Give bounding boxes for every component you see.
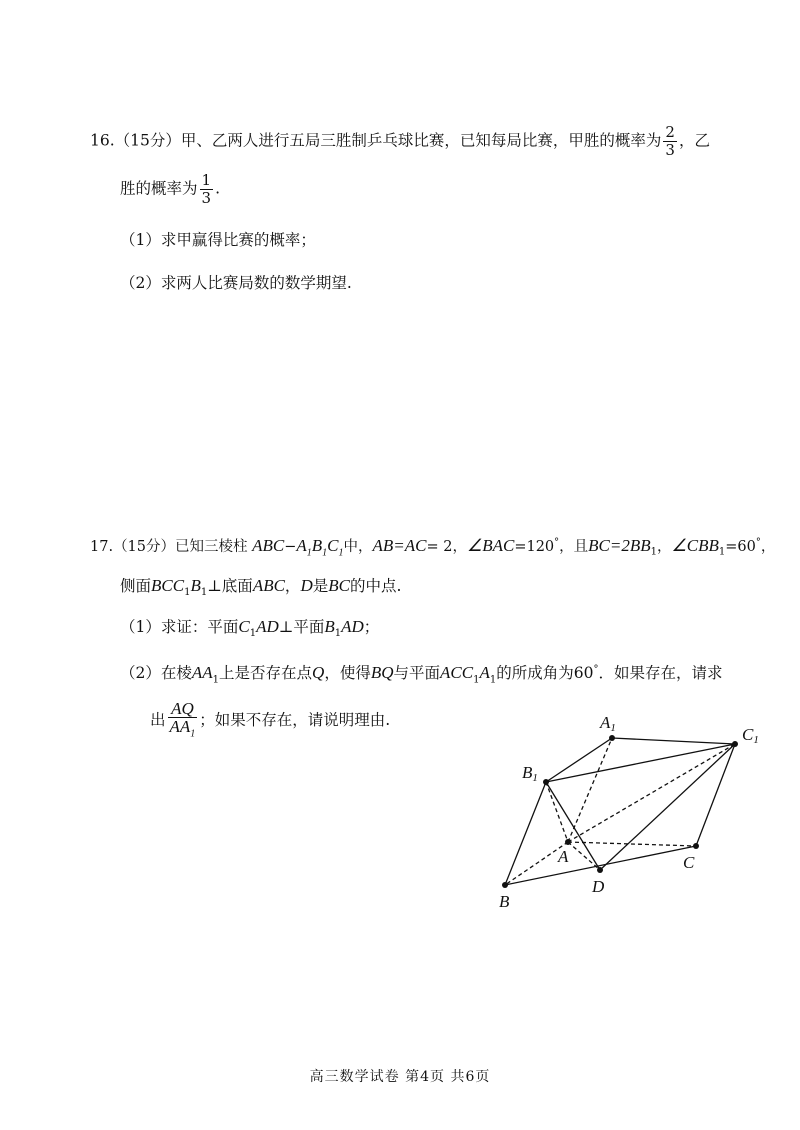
- label-c1: C1: [742, 725, 759, 746]
- q17-sub2-a: （2）在棱: [120, 664, 192, 683]
- q17-sub2: （2）在棱$AA_1$上是否存在点Q，使得BQ与平面$ACC_1A_1$的所成角为60°．如果存在，请求: [120, 663, 723, 686]
- q17-bq: BQ: [370, 663, 394, 683]
- q16-text2: 胜的概率为: [120, 179, 198, 198]
- q17-fraction-aq-aa1: [168, 700, 198, 742]
- q17-abc: ABC: [252, 576, 285, 595]
- q17-bcc: BCC: [151, 576, 185, 595]
- q17-sixty: 60: [573, 664, 594, 683]
- point-b: [502, 882, 508, 888]
- edge-a-c: [568, 842, 696, 846]
- q17-out-b: ；如果不存在，请说明理由.: [199, 711, 391, 730]
- q17-text2-c: ，: [284, 577, 301, 595]
- q16-fraction-1-3: [200, 172, 214, 207]
- edge-a-c1: [568, 744, 735, 842]
- perp-symbol: ⊥: [207, 577, 222, 595]
- q17-prism-abc: ABC: [252, 535, 285, 555]
- point-b1: [543, 779, 549, 785]
- point-a1: [609, 735, 615, 741]
- q17-text2-e: 的中点.: [349, 577, 402, 595]
- frac-denominator: $AA_1$: [168, 717, 198, 742]
- q17-sub2-cont: [150, 700, 390, 742]
- frac-numerator: AQ: [171, 699, 194, 718]
- q17-d: D: [300, 576, 313, 595]
- q16-line1: [90, 124, 710, 159]
- q17-cond-ab-ac: AB=AC: [372, 535, 427, 555]
- point-a: [565, 839, 571, 845]
- q17-number: 17.: [90, 538, 114, 555]
- edge-d-c1: [600, 744, 735, 870]
- q16-fraction-2-3: [663, 124, 677, 159]
- q17-out-a: 出: [150, 711, 166, 730]
- frac-denominator: 3: [665, 141, 675, 159]
- q17-line2: 侧面$BCC_1B_1\perp$底面ABC，D是BC的中点.: [120, 576, 402, 599]
- label-a: A: [558, 847, 569, 866]
- q17-sub2-e: 的所成角为: [496, 664, 574, 683]
- q17-acc: ACC: [440, 663, 474, 683]
- edge-a1-c1: [612, 738, 735, 744]
- q17-angle2-val: =60: [725, 538, 756, 555]
- page-footer: 高三数学试卷 第4页 共6页: [309, 1069, 491, 1085]
- q17-text2-a: 侧面: [120, 577, 152, 595]
- edge-c1-c: [696, 744, 735, 846]
- q17-sub2-f: ．如果存在，请求: [598, 664, 723, 683]
- point-c1: [732, 741, 738, 747]
- q17-sub1-a: （1）求证：平面: [120, 618, 239, 636]
- edge-a-a1: [568, 738, 612, 842]
- q17-angle-val: =120: [514, 538, 555, 555]
- q17-sub2-d: 与平面: [393, 664, 441, 683]
- edge-b-b1: [505, 782, 546, 885]
- label-a1: A1: [600, 713, 616, 734]
- label-b: B: [499, 892, 510, 911]
- q17-q: Q: [312, 663, 325, 683]
- q17-sub2-b: 上是否存在点: [219, 664, 313, 683]
- q16-text1: 甲、乙两人进行五局三胜制乒乓球比赛，已知每局比赛，甲胜的概率为: [180, 131, 662, 150]
- label-c: C: [683, 853, 695, 872]
- q16-text2-tail: .: [215, 179, 220, 198]
- degree-symbol: °: [554, 537, 560, 548]
- label-b1: B1: [522, 763, 538, 784]
- edge-a-d: [568, 842, 600, 870]
- q17-sub1-b: 平面: [293, 618, 325, 636]
- q17-sub1-c: ；: [363, 618, 380, 636]
- q17-score: （15分）: [113, 538, 176, 555]
- point-d: [597, 867, 603, 873]
- q17-text-b: 中，: [343, 538, 373, 555]
- q16-number: 16.: [90, 131, 115, 150]
- q17-dash: −: [284, 538, 297, 555]
- q17-text-c: ，且: [559, 538, 589, 555]
- frac-denominator: 3: [201, 189, 212, 207]
- q17-angle-bac: ∠BAC: [466, 535, 515, 555]
- q16-score: （15分）: [114, 131, 181, 150]
- q17-bc: BC: [588, 535, 610, 555]
- frac-numerator: 1: [201, 171, 212, 189]
- q16-sub2: （2）求两人比赛局数的数学期望.: [120, 274, 352, 292]
- q17-text-a: 已知三棱柱: [175, 538, 248, 555]
- q17-angle-cbb: ∠CBB: [671, 535, 719, 555]
- q16-text1-tail: ，乙: [678, 131, 710, 150]
- frac-numerator: 2: [665, 123, 675, 141]
- q17-c1ad: AD: [256, 617, 279, 636]
- q17-sub2-c: ，使得: [324, 664, 371, 683]
- prism-figure: [480, 710, 780, 920]
- label-d: D: [592, 877, 605, 896]
- q17-sub1: （1）求证：平面$C_1AD\perp$平面$B_1AD$；: [120, 617, 380, 640]
- edge-b1-d: [546, 782, 600, 870]
- point-c: [693, 843, 699, 849]
- q17-line1: 17.（15分）已知三棱柱 $ABC-A_1B_1C_1$中，AB=AC= 2，∠BAC=120°，且$BC=2BB_1$，$\angle CBB_1=60^\circ$，: [90, 535, 776, 559]
- q17-text2-d: 是: [312, 577, 329, 595]
- q17-sep: ，: [657, 538, 672, 555]
- q16-line2: [120, 172, 220, 207]
- q17-aa: AA: [191, 663, 213, 683]
- q16-sub1: （1）求甲赢得比赛的概率；: [120, 231, 316, 249]
- q17-eq2: = 2，: [426, 538, 467, 555]
- q17-text2-b: 底面: [221, 577, 253, 595]
- q17-eq-2bb: =2BB: [609, 535, 651, 555]
